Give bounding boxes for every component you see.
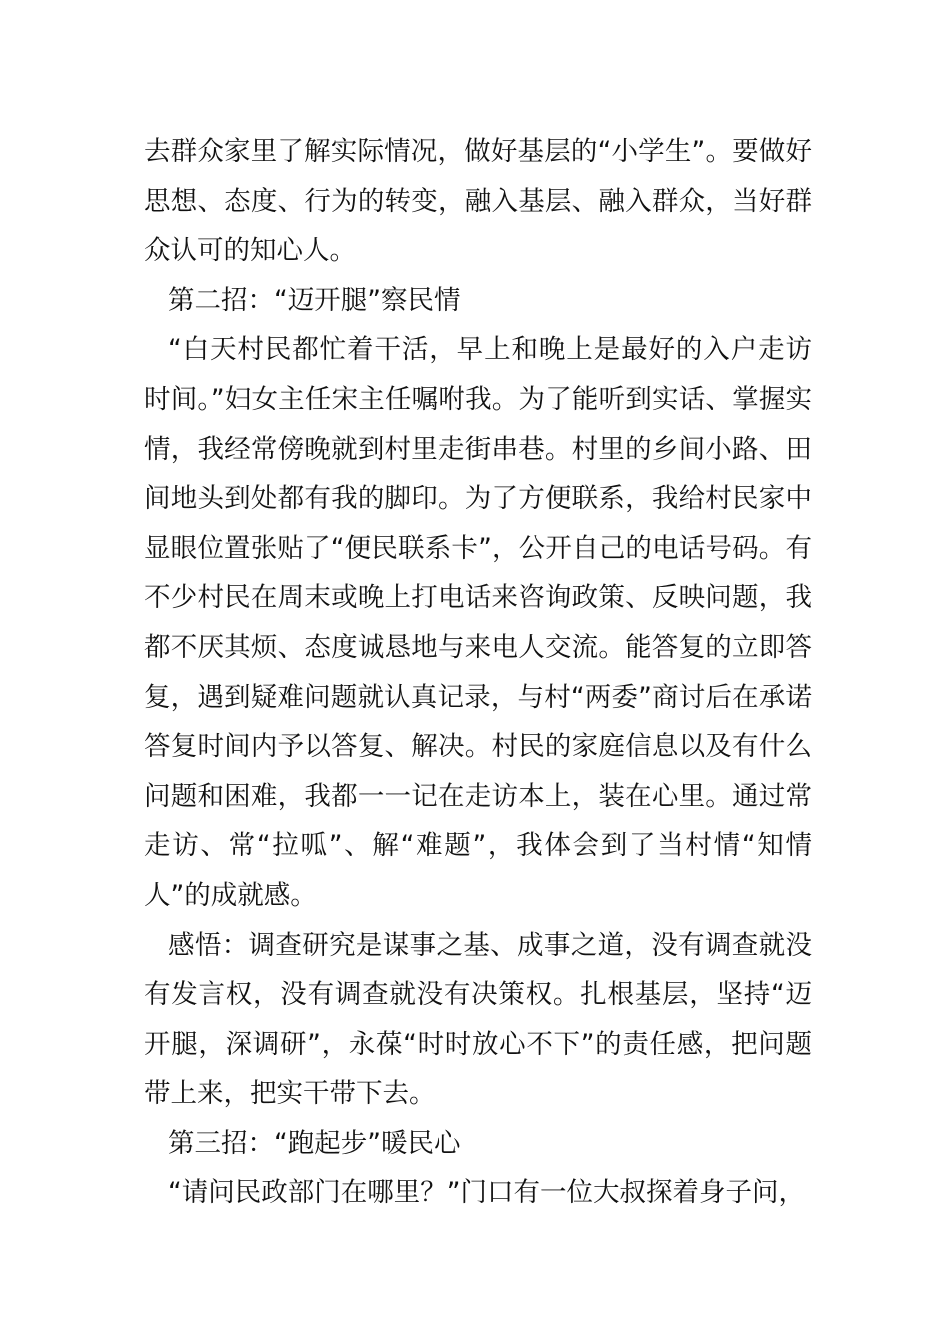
paragraph-visits: “白天村民都忙着干活，早上和晚上是最好的入户走访时间。”妇女主任宋主任嘱咐我。为了能听到实话、掌握实情，我经常傍晚就到村里走街串巷。村里的乡间小路、田间地头到处都有我的脚印。为了方便联系，我给村民家中显眼位置张贴了“便民联系卡”，公开自己的电话号码。有不少村民在周末或晚上打电话来咨询政策、反映问题，我都不厌其烦、态度诚恳地与来电人交流。能答复的立即答复，遇到疑难问题就认真记录，与村“两委”商讨后在承诺答复时间内予以答复、解决。村民的家庭信息以及有什么问题和困难，我都一一记在走访本上，装在心里。通过常走访、常“拉呱”、解“难题”，我体会到了当村情“知情人”的成就感。 <box>144 334 812 911</box>
paragraph-intro-continuation: 去群众家里了解实际情况，做好基层的“小学生”。要做好思想、态度、行为的转变，融入基层、融入群众，当好群众认可的知心人。 <box>144 136 812 267</box>
document-body <box>144 127 812 1218</box>
section-heading-second-tip: 第二招：“迈开腿”察民情 <box>168 284 461 316</box>
section-heading-third-tip: 第三招：“跑起步”暖民心 <box>168 1127 461 1159</box>
paragraph-insight: 感悟：调查研究是谋事之基、成事之道，没有调查就没有发言权，没有调查就没有决策权。扎根基层，坚持“迈开腿，深调研”，永葆“时时放心不下”的责任感，把问题带上来，把实干带下去。 <box>144 929 812 1110</box>
paragraph-question: “请问民政部门在哪里？”门口有一位大叔探着身子问， <box>168 1177 805 1209</box>
